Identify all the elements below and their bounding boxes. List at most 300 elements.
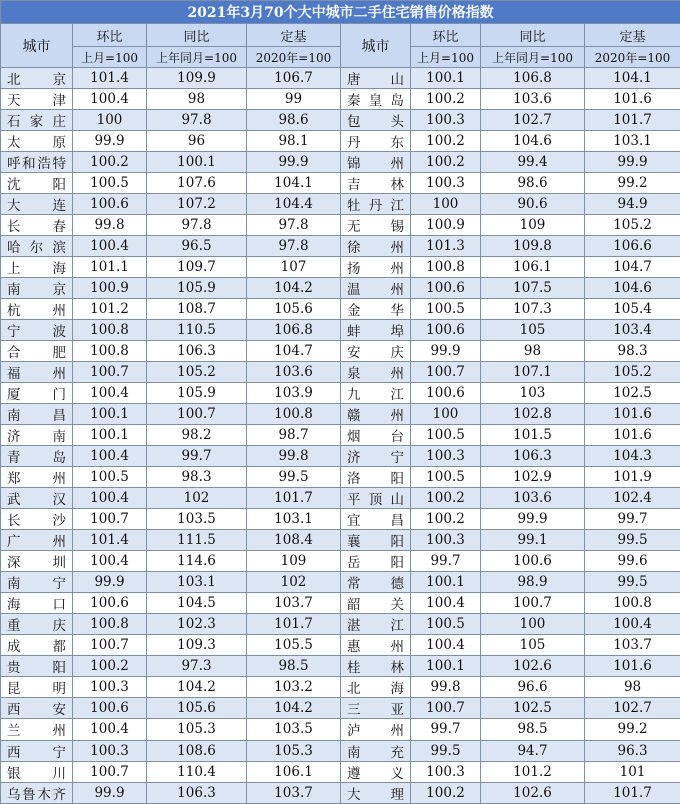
yoy-value-right: 100 bbox=[481, 614, 585, 635]
mom-value-right: 100.3 bbox=[411, 173, 481, 194]
city-name-right: 包头 bbox=[341, 110, 411, 131]
mom-value-right: 100.2 bbox=[411, 782, 481, 803]
fixed-value-right: 102.4 bbox=[585, 488, 680, 509]
city-name-left: 宁波 bbox=[1, 320, 73, 341]
city-name-right: 烟台 bbox=[341, 425, 411, 446]
mom-base-right: 上月=100 bbox=[411, 47, 481, 68]
city-name-left: 长春 bbox=[1, 215, 73, 236]
fixed-value-left: 103.9 bbox=[247, 383, 341, 404]
city-name-left: 大连 bbox=[1, 194, 73, 215]
mom-value-left: 100.3 bbox=[73, 740, 147, 761]
table-row bbox=[1, 131, 680, 152]
fixed-value-left: 104.1 bbox=[247, 173, 341, 194]
yoy-value-right: 99.4 bbox=[481, 152, 585, 173]
table-row bbox=[1, 425, 680, 446]
yoy-value-right: 98.6 bbox=[481, 173, 585, 194]
city-name-left: 厦门 bbox=[1, 383, 73, 404]
mom-value-right: 100.2 bbox=[411, 89, 481, 110]
city-name-left: 南宁 bbox=[1, 572, 73, 593]
city-name-left: 沈阳 bbox=[1, 173, 73, 194]
mom-value-left: 101.1 bbox=[73, 257, 147, 278]
yoy-value-left: 100.1 bbox=[147, 152, 247, 173]
city-name-left: 西宁 bbox=[1, 740, 73, 761]
yoy-value-left: 102 bbox=[147, 488, 247, 509]
mom-value-right: 100.5 bbox=[411, 614, 481, 635]
city-name-left: 北京 bbox=[1, 68, 73, 89]
yoy-header-right: 同比 bbox=[481, 24, 585, 47]
fixed-header-right: 定基 bbox=[585, 24, 680, 47]
city-name-right: 徐州 bbox=[341, 236, 411, 257]
table-row bbox=[1, 614, 680, 635]
city-name-left: 郑州 bbox=[1, 467, 73, 488]
yoy-value-left: 107.2 bbox=[147, 194, 247, 215]
fixed-value-left: 103.6 bbox=[247, 362, 341, 383]
fixed-value-right: 103.7 bbox=[585, 635, 680, 656]
fixed-value-right: 100.8 bbox=[585, 593, 680, 614]
fixed-value-left: 98.5 bbox=[247, 656, 341, 677]
yoy-value-right: 103.6 bbox=[481, 89, 585, 110]
yoy-value-left: 105.2 bbox=[147, 362, 247, 383]
yoy-value-left: 109.7 bbox=[147, 257, 247, 278]
mom-value-left: 100.6 bbox=[73, 698, 147, 719]
city-name-right: 襄阳 bbox=[341, 530, 411, 551]
table-row bbox=[1, 572, 680, 593]
fixed-value-right: 99.9 bbox=[585, 152, 680, 173]
city-name-right: 南充 bbox=[341, 740, 411, 761]
fixed-value-right: 98.3 bbox=[585, 341, 680, 362]
fixed-value-left: 99.5 bbox=[247, 467, 341, 488]
fixed-value-left: 106.8 bbox=[247, 320, 341, 341]
table-row bbox=[1, 698, 680, 719]
fixed-value-right: 99.2 bbox=[585, 719, 680, 740]
fixed-value-left: 99.9 bbox=[247, 152, 341, 173]
city-name-right: 唐山 bbox=[341, 68, 411, 89]
city-name-right: 桂林 bbox=[341, 656, 411, 677]
city-name-right: 牡丹江 bbox=[341, 194, 411, 215]
mom-value-right: 100 bbox=[411, 404, 481, 425]
table-row bbox=[1, 383, 680, 404]
city-name-right: 泉州 bbox=[341, 362, 411, 383]
city-name-right: 安庆 bbox=[341, 341, 411, 362]
table-row bbox=[1, 488, 680, 509]
mom-value-left: 99.9 bbox=[73, 131, 147, 152]
yoy-value-left: 103.5 bbox=[147, 509, 247, 530]
city-name-left: 上海 bbox=[1, 257, 73, 278]
table-row bbox=[1, 635, 680, 656]
table-body bbox=[1, 68, 680, 804]
yoy-value-left: 114.6 bbox=[147, 551, 247, 572]
fixed-value-right: 99.5 bbox=[585, 530, 680, 551]
city-name-left: 长沙 bbox=[1, 509, 73, 530]
fixed-value-right: 101.6 bbox=[585, 404, 680, 425]
yoy-value-left: 107.6 bbox=[147, 173, 247, 194]
mom-value-right: 100.7 bbox=[411, 698, 481, 719]
table-row bbox=[1, 110, 680, 131]
fixed-value-right: 106.6 bbox=[585, 236, 680, 257]
city-name-left: 西安 bbox=[1, 698, 73, 719]
mom-value-right: 100.5 bbox=[411, 299, 481, 320]
mom-value-right: 101.3 bbox=[411, 236, 481, 257]
mom-value-left: 99.9 bbox=[73, 782, 147, 803]
city-name-left: 成都 bbox=[1, 635, 73, 656]
fixed-value-left: 107 bbox=[247, 257, 341, 278]
table-row bbox=[1, 257, 680, 278]
mom-value-left: 101.2 bbox=[73, 299, 147, 320]
table-row bbox=[1, 299, 680, 320]
mom-value-right: 100.6 bbox=[411, 278, 481, 299]
mom-value-left: 100.7 bbox=[73, 362, 147, 383]
city-name-right: 泸州 bbox=[341, 719, 411, 740]
mom-value-left: 101.4 bbox=[73, 68, 147, 89]
fixed-header-left: 定基 bbox=[247, 24, 341, 47]
city-name-left: 南昌 bbox=[1, 404, 73, 425]
mom-value-right: 99.9 bbox=[411, 341, 481, 362]
fixed-value-right: 103.1 bbox=[585, 131, 680, 152]
mom-value-left: 100.8 bbox=[73, 341, 147, 362]
fixed-value-right: 99.2 bbox=[585, 173, 680, 194]
mom-value-right: 100.3 bbox=[411, 530, 481, 551]
yoy-value-right: 107.5 bbox=[481, 278, 585, 299]
mom-value-left: 100.4 bbox=[73, 446, 147, 467]
fixed-value-right: 101 bbox=[585, 761, 680, 782]
mom-base-left: 上月=100 bbox=[73, 47, 147, 68]
yoy-value-right: 102.6 bbox=[481, 782, 585, 803]
fixed-value-left: 104.2 bbox=[247, 278, 341, 299]
yoy-value-left: 105.9 bbox=[147, 383, 247, 404]
city-header-left: 城市 bbox=[1, 24, 73, 68]
fixed-value-left: 100.8 bbox=[247, 404, 341, 425]
mom-value-left: 100.4 bbox=[73, 488, 147, 509]
fixed-value-right: 99.6 bbox=[585, 551, 680, 572]
mom-value-right: 100.3 bbox=[411, 110, 481, 131]
yoy-value-right: 101.5 bbox=[481, 425, 585, 446]
table-row bbox=[1, 677, 680, 698]
yoy-value-left: 99.7 bbox=[147, 446, 247, 467]
yoy-value-left: 104.5 bbox=[147, 593, 247, 614]
table-row bbox=[1, 593, 680, 614]
table-row bbox=[1, 761, 680, 782]
city-name-right: 遵义 bbox=[341, 761, 411, 782]
yoy-value-left: 106.3 bbox=[147, 341, 247, 362]
fixed-value-left: 106.7 bbox=[247, 68, 341, 89]
mom-value-left: 100.3 bbox=[73, 677, 147, 698]
city-name-right: 三亚 bbox=[341, 698, 411, 719]
mom-value-right: 100.3 bbox=[411, 446, 481, 467]
yoy-value-left: 109.9 bbox=[147, 68, 247, 89]
fixed-value-left: 105.6 bbox=[247, 299, 341, 320]
city-name-right: 岳阳 bbox=[341, 551, 411, 572]
fixed-value-left: 104.4 bbox=[247, 194, 341, 215]
yoy-value-right: 100.6 bbox=[481, 551, 585, 572]
yoy-value-right: 101.2 bbox=[481, 761, 585, 782]
yoy-value-left: 105.9 bbox=[147, 278, 247, 299]
mom-value-left: 99.8 bbox=[73, 215, 147, 236]
mom-value-right: 100.2 bbox=[411, 152, 481, 173]
fixed-value-right: 102.5 bbox=[585, 383, 680, 404]
fixed-value-right: 101.7 bbox=[585, 110, 680, 131]
yoy-value-left: 102.3 bbox=[147, 614, 247, 635]
yoy-value-right: 98.9 bbox=[481, 572, 585, 593]
yoy-base-left: 上年同月=100 bbox=[147, 47, 247, 68]
table-row bbox=[1, 782, 680, 803]
yoy-value-right: 102.9 bbox=[481, 467, 585, 488]
fixed-value-left: 104.7 bbox=[247, 341, 341, 362]
mom-value-right: 100.2 bbox=[411, 488, 481, 509]
table-row bbox=[1, 740, 680, 761]
table-row bbox=[1, 194, 680, 215]
city-name-left: 银川 bbox=[1, 761, 73, 782]
mom-value-right: 100.1 bbox=[411, 572, 481, 593]
yoy-value-left: 96.5 bbox=[147, 236, 247, 257]
yoy-value-left: 108.6 bbox=[147, 740, 247, 761]
mom-value-left: 100.1 bbox=[73, 425, 147, 446]
yoy-value-left: 106.3 bbox=[147, 782, 247, 803]
mom-value-left: 100.9 bbox=[73, 278, 147, 299]
city-name-right: 韶关 bbox=[341, 593, 411, 614]
yoy-value-left: 98.3 bbox=[147, 467, 247, 488]
mom-header-right: 环比 bbox=[411, 24, 481, 47]
mom-value-right: 100.1 bbox=[411, 656, 481, 677]
city-name-right: 湛江 bbox=[341, 614, 411, 635]
fixed-value-left: 103.7 bbox=[247, 593, 341, 614]
fixed-value-left: 97.8 bbox=[247, 215, 341, 236]
mom-value-left: 100.8 bbox=[73, 320, 147, 341]
city-name-right: 金华 bbox=[341, 299, 411, 320]
city-name-right: 吉林 bbox=[341, 173, 411, 194]
table-row bbox=[1, 89, 680, 110]
yoy-value-right: 103 bbox=[481, 383, 585, 404]
mom-value-right: 100.8 bbox=[411, 257, 481, 278]
city-name-left: 兰州 bbox=[1, 719, 73, 740]
yoy-value-left: 98.2 bbox=[147, 425, 247, 446]
fixed-value-right: 103.4 bbox=[585, 320, 680, 341]
city-name-right: 蚌埠 bbox=[341, 320, 411, 341]
mom-value-left: 100.5 bbox=[73, 173, 147, 194]
mom-value-left: 100.4 bbox=[73, 89, 147, 110]
yoy-value-right: 99.9 bbox=[481, 509, 585, 530]
city-name-right: 无锡 bbox=[341, 215, 411, 236]
city-name-left: 南京 bbox=[1, 278, 73, 299]
yoy-value-right: 102.7 bbox=[481, 110, 585, 131]
fixed-value-right: 105.2 bbox=[585, 215, 680, 236]
table-row bbox=[1, 362, 680, 383]
city-name-right: 常德 bbox=[341, 572, 411, 593]
city-name-left: 天津 bbox=[1, 89, 73, 110]
table-row bbox=[1, 236, 680, 257]
yoy-value-left: 97.8 bbox=[147, 215, 247, 236]
mom-value-right: 100.2 bbox=[411, 131, 481, 152]
mom-value-left: 100.7 bbox=[73, 761, 147, 782]
city-name-left: 武汉 bbox=[1, 488, 73, 509]
yoy-value-left: 110.4 bbox=[147, 761, 247, 782]
fixed-value-right: 104.6 bbox=[585, 278, 680, 299]
fixed-value-right: 101.9 bbox=[585, 467, 680, 488]
city-name-right: 宜昌 bbox=[341, 509, 411, 530]
yoy-value-right: 105 bbox=[481, 635, 585, 656]
fixed-value-right: 104.3 bbox=[585, 446, 680, 467]
fixed-value-left: 109 bbox=[247, 551, 341, 572]
mom-value-left: 100.6 bbox=[73, 593, 147, 614]
yoy-value-left: 103.1 bbox=[147, 572, 247, 593]
mom-value-right: 99.5 bbox=[411, 740, 481, 761]
yoy-value-right: 102.5 bbox=[481, 698, 585, 719]
yoy-value-left: 104.2 bbox=[147, 677, 247, 698]
mom-value-right: 100.2 bbox=[411, 509, 481, 530]
fixed-value-left: 101.7 bbox=[247, 488, 341, 509]
table-row bbox=[1, 341, 680, 362]
fixed-value-right: 101.6 bbox=[585, 89, 680, 110]
city-name-right: 洛阳 bbox=[341, 467, 411, 488]
fixed-value-right: 101.6 bbox=[585, 656, 680, 677]
table-row bbox=[1, 530, 680, 551]
table-row bbox=[1, 509, 680, 530]
yoy-value-right: 96.6 bbox=[481, 677, 585, 698]
city-name-right: 丹东 bbox=[341, 131, 411, 152]
city-name-left: 杭州 bbox=[1, 299, 73, 320]
table-row bbox=[1, 719, 680, 740]
city-name-left: 济南 bbox=[1, 425, 73, 446]
city-name-right: 济宁 bbox=[341, 446, 411, 467]
fixed-value-left: 98.7 bbox=[247, 425, 341, 446]
city-name-right: 温州 bbox=[341, 278, 411, 299]
yoy-value-right: 98.5 bbox=[481, 719, 585, 740]
mom-value-left: 100.1 bbox=[73, 404, 147, 425]
yoy-value-right: 102.6 bbox=[481, 656, 585, 677]
fixed-value-left: 105.3 bbox=[247, 740, 341, 761]
fixed-value-right: 104.7 bbox=[585, 257, 680, 278]
fixed-value-left: 103.2 bbox=[247, 677, 341, 698]
city-name-right: 平顶山 bbox=[341, 488, 411, 509]
yoy-value-right: 105 bbox=[481, 320, 585, 341]
mom-header-left: 环比 bbox=[73, 24, 147, 47]
fixed-value-right: 98 bbox=[585, 677, 680, 698]
table-row bbox=[1, 551, 680, 572]
fixed-value-right: 94.9 bbox=[585, 194, 680, 215]
fixed-value-left: 106.1 bbox=[247, 761, 341, 782]
fixed-value-right: 100.4 bbox=[585, 614, 680, 635]
yoy-value-right: 104.6 bbox=[481, 131, 585, 152]
mom-value-left: 100.2 bbox=[73, 656, 147, 677]
mom-value-right: 100.7 bbox=[411, 362, 481, 383]
yoy-value-left: 97.3 bbox=[147, 656, 247, 677]
city-name-left: 海口 bbox=[1, 593, 73, 614]
fixed-value-right: 105.4 bbox=[585, 299, 680, 320]
mom-value-right: 99.7 bbox=[411, 719, 481, 740]
table-row bbox=[1, 215, 680, 236]
fixed-value-left: 108.4 bbox=[247, 530, 341, 551]
table-row bbox=[1, 68, 680, 89]
yoy-value-left: 105.6 bbox=[147, 698, 247, 719]
table-title: 2021年3月70个大中城市二手住宅销售价格指数 bbox=[1, 1, 680, 24]
city-name-right: 北海 bbox=[341, 677, 411, 698]
mom-value-left: 101.4 bbox=[73, 530, 147, 551]
yoy-value-right: 103.6 bbox=[481, 488, 585, 509]
yoy-value-right: 106.3 bbox=[481, 446, 585, 467]
fixed-value-left: 101.7 bbox=[247, 614, 341, 635]
table-row bbox=[1, 278, 680, 299]
city-name-right: 秦皇岛 bbox=[341, 89, 411, 110]
yoy-base-right: 上年同月=100 bbox=[481, 47, 585, 68]
mom-value-right: 100.6 bbox=[411, 320, 481, 341]
fixed-value-right: 105.2 bbox=[585, 362, 680, 383]
fixed-value-left: 103.1 bbox=[247, 509, 341, 530]
city-name-right: 九江 bbox=[341, 383, 411, 404]
mom-value-right: 100.4 bbox=[411, 593, 481, 614]
mom-value-right: 100.1 bbox=[411, 68, 481, 89]
fixed-value-right: 99.7 bbox=[585, 509, 680, 530]
fixed-value-right: 104.1 bbox=[585, 68, 680, 89]
city-name-left: 广州 bbox=[1, 530, 73, 551]
mom-value-left: 100.5 bbox=[73, 467, 147, 488]
fixed-value-left: 102 bbox=[247, 572, 341, 593]
mom-value-left: 100.6 bbox=[73, 194, 147, 215]
fixed-value-left: 105.5 bbox=[247, 635, 341, 656]
city-name-right: 大理 bbox=[341, 782, 411, 803]
yoy-value-left: 108.7 bbox=[147, 299, 247, 320]
yoy-value-right: 107.3 bbox=[481, 299, 585, 320]
fixed-value-right: 101.6 bbox=[585, 425, 680, 446]
table-row bbox=[1, 320, 680, 341]
fixed-value-left: 99.8 bbox=[247, 446, 341, 467]
fixed-value-left: 97.8 bbox=[247, 236, 341, 257]
yoy-value-left: 97.8 bbox=[147, 110, 247, 131]
city-name-left: 青岛 bbox=[1, 446, 73, 467]
fixed-base-right: 2020年=100 bbox=[585, 47, 680, 68]
yoy-value-right: 98 bbox=[481, 341, 585, 362]
yoy-value-left: 98 bbox=[147, 89, 247, 110]
yoy-value-right: 90.6 bbox=[481, 194, 585, 215]
yoy-value-left: 109.3 bbox=[147, 635, 247, 656]
mom-value-left: 100 bbox=[73, 110, 147, 131]
yoy-value-left: 100.7 bbox=[147, 404, 247, 425]
mom-value-left: 100.7 bbox=[73, 635, 147, 656]
mom-value-right: 100.5 bbox=[411, 467, 481, 488]
mom-value-left: 100.8 bbox=[73, 614, 147, 635]
city-name-right: 惠州 bbox=[341, 635, 411, 656]
yoy-value-right: 109.8 bbox=[481, 236, 585, 257]
yoy-value-right: 107.1 bbox=[481, 362, 585, 383]
city-name-left: 乌鲁木齐 bbox=[1, 782, 73, 803]
mom-value-left: 100.7 bbox=[73, 509, 147, 530]
fixed-value-left: 103.7 bbox=[247, 782, 341, 803]
mom-value-left: 100.2 bbox=[73, 152, 147, 173]
fixed-base-left: 2020年=100 bbox=[247, 47, 341, 68]
fixed-value-left: 99 bbox=[247, 89, 341, 110]
city-name-right: 扬州 bbox=[341, 257, 411, 278]
mom-value-right: 100.5 bbox=[411, 425, 481, 446]
table-row bbox=[1, 446, 680, 467]
mom-value-right: 99.7 bbox=[411, 551, 481, 572]
yoy-value-right: 94.7 bbox=[481, 740, 585, 761]
yoy-value-right: 99.1 bbox=[481, 530, 585, 551]
table-row bbox=[1, 656, 680, 677]
mom-value-left: 100.4 bbox=[73, 236, 147, 257]
table-row bbox=[1, 404, 680, 425]
mom-value-left: 100.4 bbox=[73, 551, 147, 572]
city-name-left: 太原 bbox=[1, 131, 73, 152]
yoy-value-right: 109 bbox=[481, 215, 585, 236]
city-name-right: 锦州 bbox=[341, 152, 411, 173]
city-header-right: 城市 bbox=[341, 24, 411, 68]
city-name-left: 呼和浩特 bbox=[1, 152, 73, 173]
yoy-value-left: 111.5 bbox=[147, 530, 247, 551]
fixed-value-right: 99.5 bbox=[585, 572, 680, 593]
city-name-left: 深圳 bbox=[1, 551, 73, 572]
mom-value-left: 99.9 bbox=[73, 572, 147, 593]
city-name-left: 贵阳 bbox=[1, 656, 73, 677]
mom-value-left: 100.4 bbox=[73, 383, 147, 404]
city-name-left: 石家庄 bbox=[1, 110, 73, 131]
